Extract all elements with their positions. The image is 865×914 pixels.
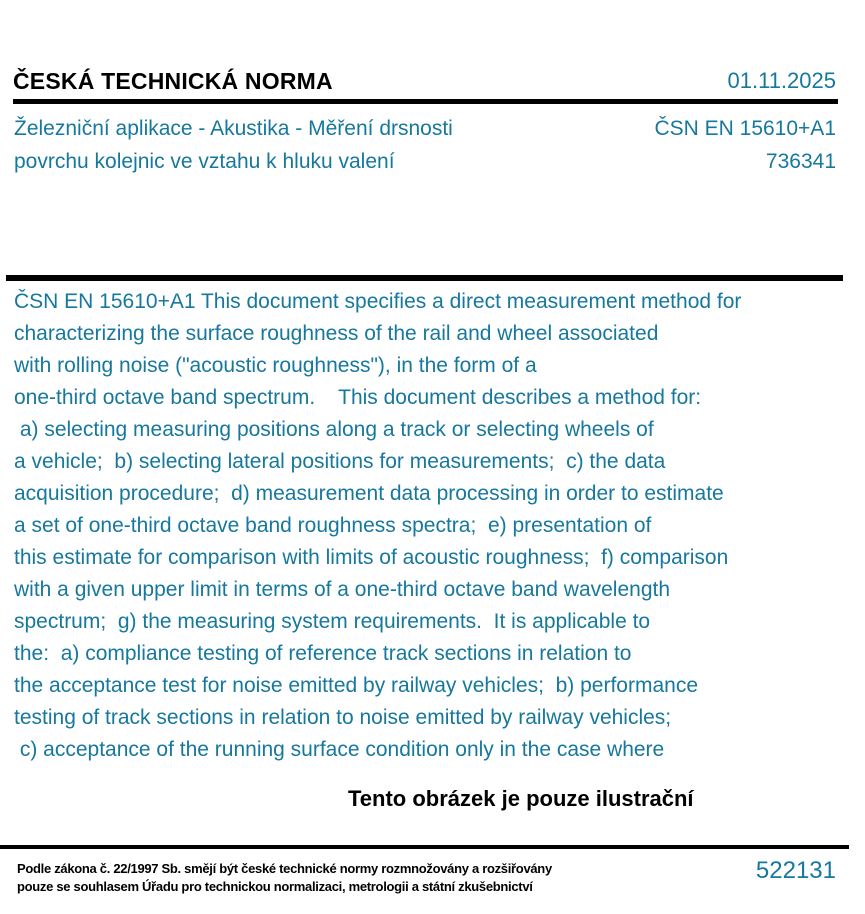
footer-legal-line-1: Podle zákona č. 22/1997 Sb. smějí být české technické normy rozmnožovány a rozšiřovány: [17, 861, 552, 876]
abstract-line: c) acceptance of the running surface condition only in the case where: [14, 738, 665, 761]
abstract-line: a vehicle; b) selecting lateral positions for measurements; c) the data: [14, 450, 666, 473]
abstract-text: [14, 286, 805, 766]
abstract-line: testing of track sections in relation to noise emitted by railway vehicles;: [14, 706, 672, 729]
abstract-line: with a given upper limit in terms of a one-third octave band wavelength: [14, 578, 671, 601]
publication-date: 01.11.2025: [727, 68, 836, 93]
illustrative-caption: Tento obrázek je pouze ilustrační: [348, 786, 694, 811]
abstract-line: spectrum; g) the measuring system requirements. It is applicable to: [14, 610, 651, 633]
standard-class-number: 736341: [765, 150, 836, 173]
standard-title-line-2: povrchu kolejnic ve vztahu k hluku valení: [14, 150, 395, 173]
abstract-divider: [6, 275, 843, 281]
abstract-line: with rolling noise ("acoustic roughness"), in the form of a: [14, 354, 537, 377]
abstract-line: ČSN EN 15610+A1 This document specifies a direct measurement method for: [14, 290, 742, 313]
abstract-line: the acceptance test for noise emitted by railway vehicles; b) performance: [14, 674, 698, 697]
abstract-line: this estimate for comparison with limits of acoustic roughness; f) comparison: [14, 546, 729, 569]
abstract-line: a set of one-third octave band roughness spectra; e) presentation of: [14, 514, 652, 537]
page-title: ČESKÁ TECHNICKÁ NORMA: [13, 68, 333, 94]
abstract-line: the: a) compliance testing of reference track sections in relation to: [14, 642, 632, 665]
standard-title-block: [14, 112, 836, 178]
footer-legal-line-2: pouze se souhlasem Úřadu pro technickou normalizaci, metrologii a státní zkušebnictví: [17, 879, 533, 894]
abstract-line: acquisition procedure; d) measurement data processing in order to estimate: [14, 482, 724, 505]
standard-title-line-1: Železniční aplikace - Akustika - Měření drsnosti: [14, 117, 453, 140]
standard-title-row-1: [14, 112, 836, 145]
header-divider: [13, 99, 838, 104]
footer-order-number: 522131: [755, 857, 836, 884]
standard-code: ČSN EN 15610+A1: [654, 117, 836, 140]
abstract-line: characterizing the surface roughness of the rail and wheel associated: [14, 322, 659, 345]
footer-divider: [0, 845, 849, 849]
abstract-line: one-third octave band spectrum. This document describes a method for:: [14, 386, 702, 409]
standard-title-row-2: [14, 145, 836, 178]
abstract-line: a) selecting measuring positions along a track or selecting wheels of: [14, 418, 654, 441]
footer-legal-notice: [17, 860, 552, 896]
